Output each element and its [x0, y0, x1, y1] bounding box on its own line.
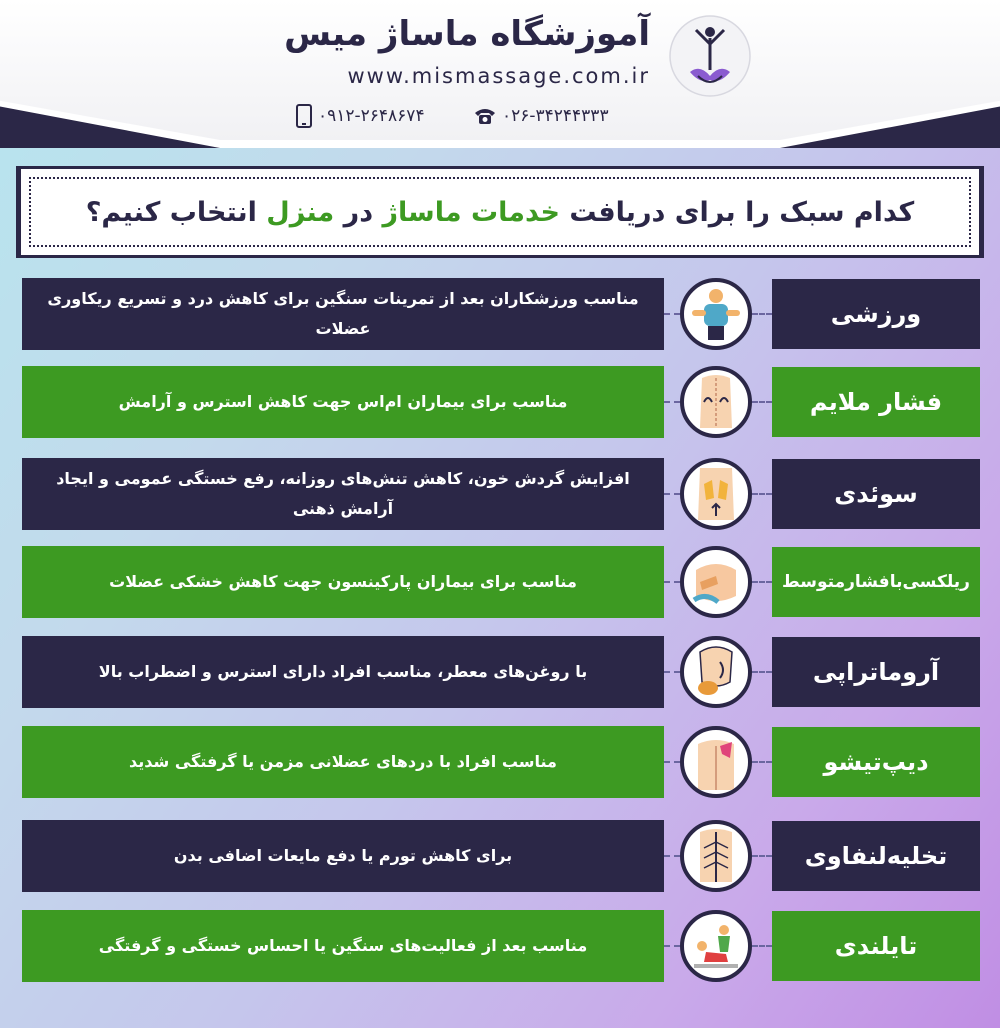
question-part-3: در — [343, 196, 374, 228]
connector-line — [664, 313, 680, 315]
back-massage-icon — [680, 366, 752, 438]
connector-line — [752, 313, 772, 315]
massage-row — [0, 816, 1000, 896]
massage-row — [0, 274, 1000, 354]
massage-row — [0, 362, 1000, 442]
style-label: تایلندی — [772, 911, 980, 981]
connector-line — [664, 401, 680, 403]
connector-line — [752, 493, 772, 495]
sports-massage-icon — [680, 278, 752, 350]
connector-line — [752, 945, 772, 947]
connector-line — [664, 855, 680, 857]
style-label: دیپ‌تیشو — [772, 727, 980, 797]
mobile-contact — [296, 102, 425, 130]
style-label: آروماتراپی — [772, 637, 980, 707]
mobile-number: ۰۹۱۲-۲۶۴۸۶۷۴ — [318, 106, 425, 126]
header — [0, 0, 1000, 148]
connector-line — [752, 401, 772, 403]
question-box — [16, 166, 984, 258]
mobile-phone-icon — [296, 104, 312, 128]
question-part-1: کدام سبک را برای دریافت — [569, 196, 915, 228]
lymphatic-icon — [680, 820, 752, 892]
massage-row — [0, 722, 1000, 802]
thai-massage-icon — [680, 910, 752, 982]
connector-line — [664, 671, 680, 673]
connector-line — [752, 581, 772, 583]
connector-line — [664, 493, 680, 495]
question-frame — [29, 177, 971, 247]
description-box: افزایش گردش خون، کاهش تنش‌های روزانه، رفع خستگی عمومی و ایجاد آرامش ذهنی — [22, 458, 664, 530]
style-label: ورزشی — [772, 279, 980, 349]
connector-line — [664, 581, 680, 583]
connector-line — [752, 855, 772, 857]
connector-line — [752, 761, 772, 763]
style-label: تخلیه‌لنفاوی — [772, 821, 980, 891]
description-box: مناسب برای بیماران ام‌اس جهت کاهش استرس و آرامش — [22, 366, 664, 438]
style-label: ریلکسی‌بافشارمتوسط — [772, 547, 980, 617]
question-heading — [86, 197, 915, 228]
massage-row — [0, 542, 1000, 622]
question-part-2: خدمات ماساژ — [382, 196, 560, 228]
relax-massage-icon — [680, 546, 752, 618]
hands-on-back-icon — [680, 458, 752, 530]
connector-line — [752, 671, 772, 673]
description-box: با روغن‌های معطر، مناسب افراد دارای استرس و اضطراب بالا — [22, 636, 664, 708]
connector-line — [664, 945, 680, 947]
style-label: فشار ملایم — [772, 367, 980, 437]
brand-url[interactable]: www.mismassage.com.ir — [347, 64, 650, 88]
description-box: برای کاهش تورم یا دفع مایعات اضافی بدن — [22, 820, 664, 892]
phone-contact — [474, 102, 609, 130]
brand-title: آموزشگاه ماساژ میس — [284, 14, 650, 54]
telephone-icon — [474, 107, 496, 125]
deep-tissue-icon — [680, 726, 752, 798]
description-box: مناسب برای بیماران پارکینسون جهت کاهش خشکی عضلات — [22, 546, 664, 618]
description-box: مناسب ورزشکاران بعد از تمرینات سنگین برای کاهش درد و تسریع ریکاوری عضلات — [22, 278, 664, 350]
connector-line — [664, 761, 680, 763]
phone-number: ۰۲۶-۳۴۲۴۴۳۳۳ — [502, 106, 609, 126]
question-part-4: منزل — [266, 196, 335, 228]
question-part-5: انتخاب کنیم؟ — [85, 196, 257, 228]
massage-row — [0, 632, 1000, 712]
massage-row — [0, 906, 1000, 986]
lotus-person-logo — [668, 14, 752, 98]
style-label: سوئدی — [772, 459, 980, 529]
description-box: مناسب افراد با دردهای عضلانی مزمن یا گرفتگی شدید — [22, 726, 664, 798]
description-box: مناسب بعد از فعالیت‌های سنگین یا احساس خستگی و گرفتگی — [22, 910, 664, 982]
aromatherapy-icon — [680, 636, 752, 708]
massage-row — [0, 454, 1000, 534]
